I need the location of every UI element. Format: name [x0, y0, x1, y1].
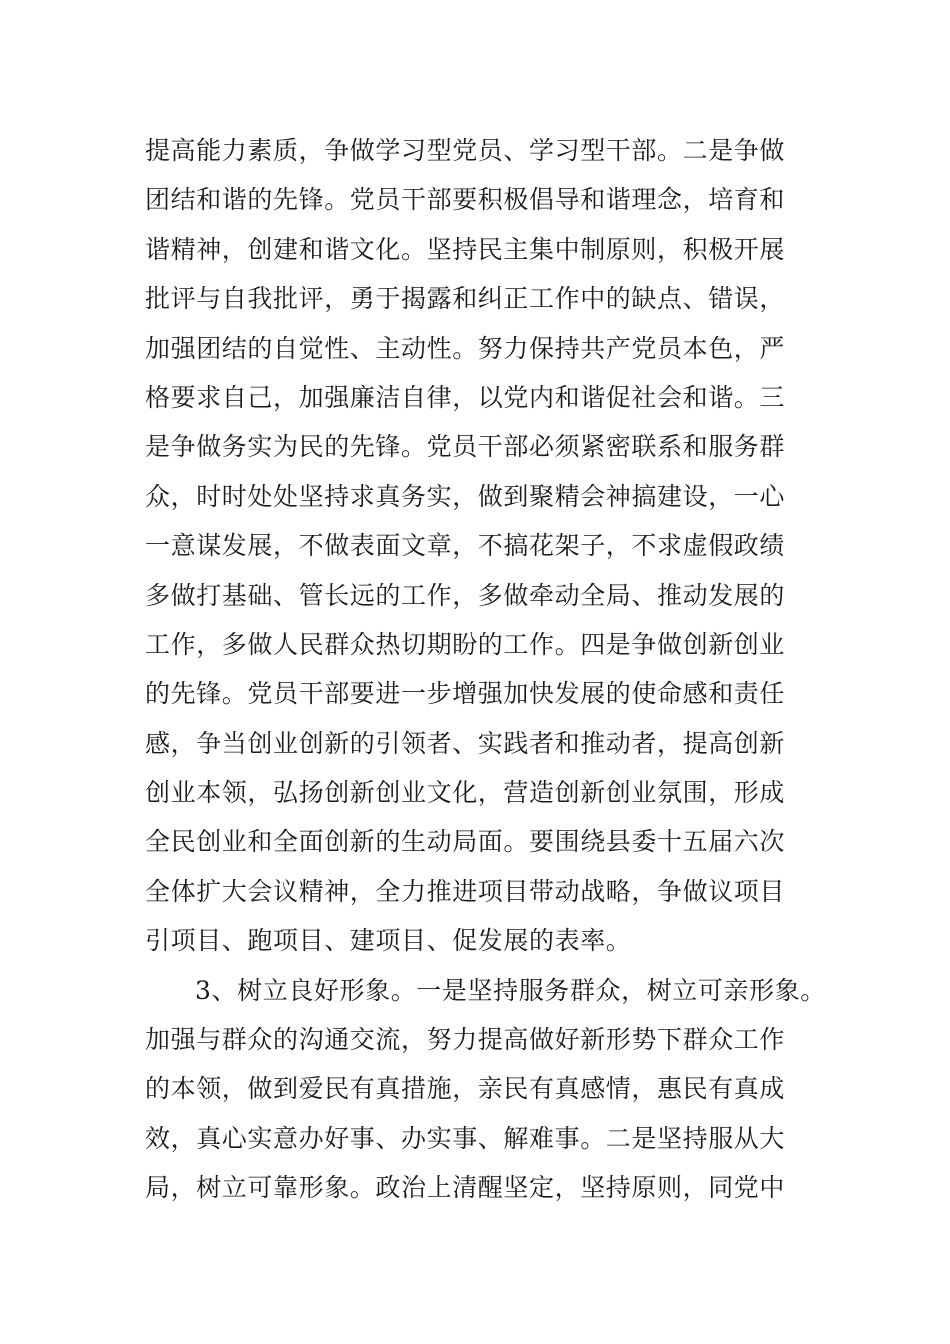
- text-line: 工作，多做人民群众热切期盼的工作。四是争做创新创业: [145, 629, 786, 659]
- text-line: 的先锋。党员干部要进一步增强加快发展的使命感和责任: [145, 679, 786, 709]
- text-line: 批评与自我批评，勇于揭露和纠正工作中的缺点、错误，: [145, 284, 786, 314]
- section-heading-line: 3、树立良好形象。一是坚持服务群众，树立可亲形象。: [195, 975, 826, 1005]
- text-line: 局，树立可靠形象。政治上清醒坚定，坚持原则，同党中: [145, 1173, 786, 1203]
- text-line: 全民创业和全面创新的生动局面。要围绕县委十五届六次: [145, 827, 786, 857]
- text-line: 多做打基础、管长远的工作，多做牵动全局、推动发展的: [145, 580, 786, 610]
- text-line: 全体扩大会议精神，全力推进项目带动战略，争做议项目: [145, 876, 786, 906]
- body-text: [145, 126, 845, 1213]
- text-line: 一意谋发展，不做表面文章，不搞花架子，不求虚假政绩: [145, 531, 786, 561]
- text-line: 加强与群众的沟通交流，努力提高做好新形势下群众工作: [145, 1025, 786, 1055]
- text-line: 提高能力素质，争做学习型党员、学习型干部。二是争做: [145, 136, 786, 165]
- text-line: 的本领，做到爱民有真措施，亲民有真感情，惠民有真成: [145, 1074, 786, 1104]
- text-line: 谐精神，创建和谐文化。坚持民主集中制原则，积极开展: [145, 234, 786, 264]
- text-line: 创业本领，弘扬创新创业文化，营造创新创业氛围，形成: [145, 778, 786, 808]
- text-line: 团结和谐的先锋。党员干部要积极倡导和谐理念，培育和: [145, 185, 786, 215]
- text-line: 是争做务实为民的先锋。党员干部必须紧密联系和服务群: [145, 432, 786, 462]
- text-line: 引项目、跑项目、建项目、促发展的表率。: [145, 926, 632, 956]
- text-line: 效，真心实意办好事、办实事、解难事。二是坚持服从大: [145, 1123, 786, 1153]
- text-line: 格要求自己，加强廉洁自律，以党内和谐促社会和谐。三: [145, 382, 786, 412]
- text-line: 众，时时处处坚持求真务实，做到聚精会神搞建设，一心: [145, 481, 786, 511]
- text-line: 感，争当创业创新的引领者、实践者和推动者，提高创新: [145, 728, 786, 758]
- text-line: 加强团结的自觉性、主动性。努力保持共产党员本色，严: [145, 333, 786, 363]
